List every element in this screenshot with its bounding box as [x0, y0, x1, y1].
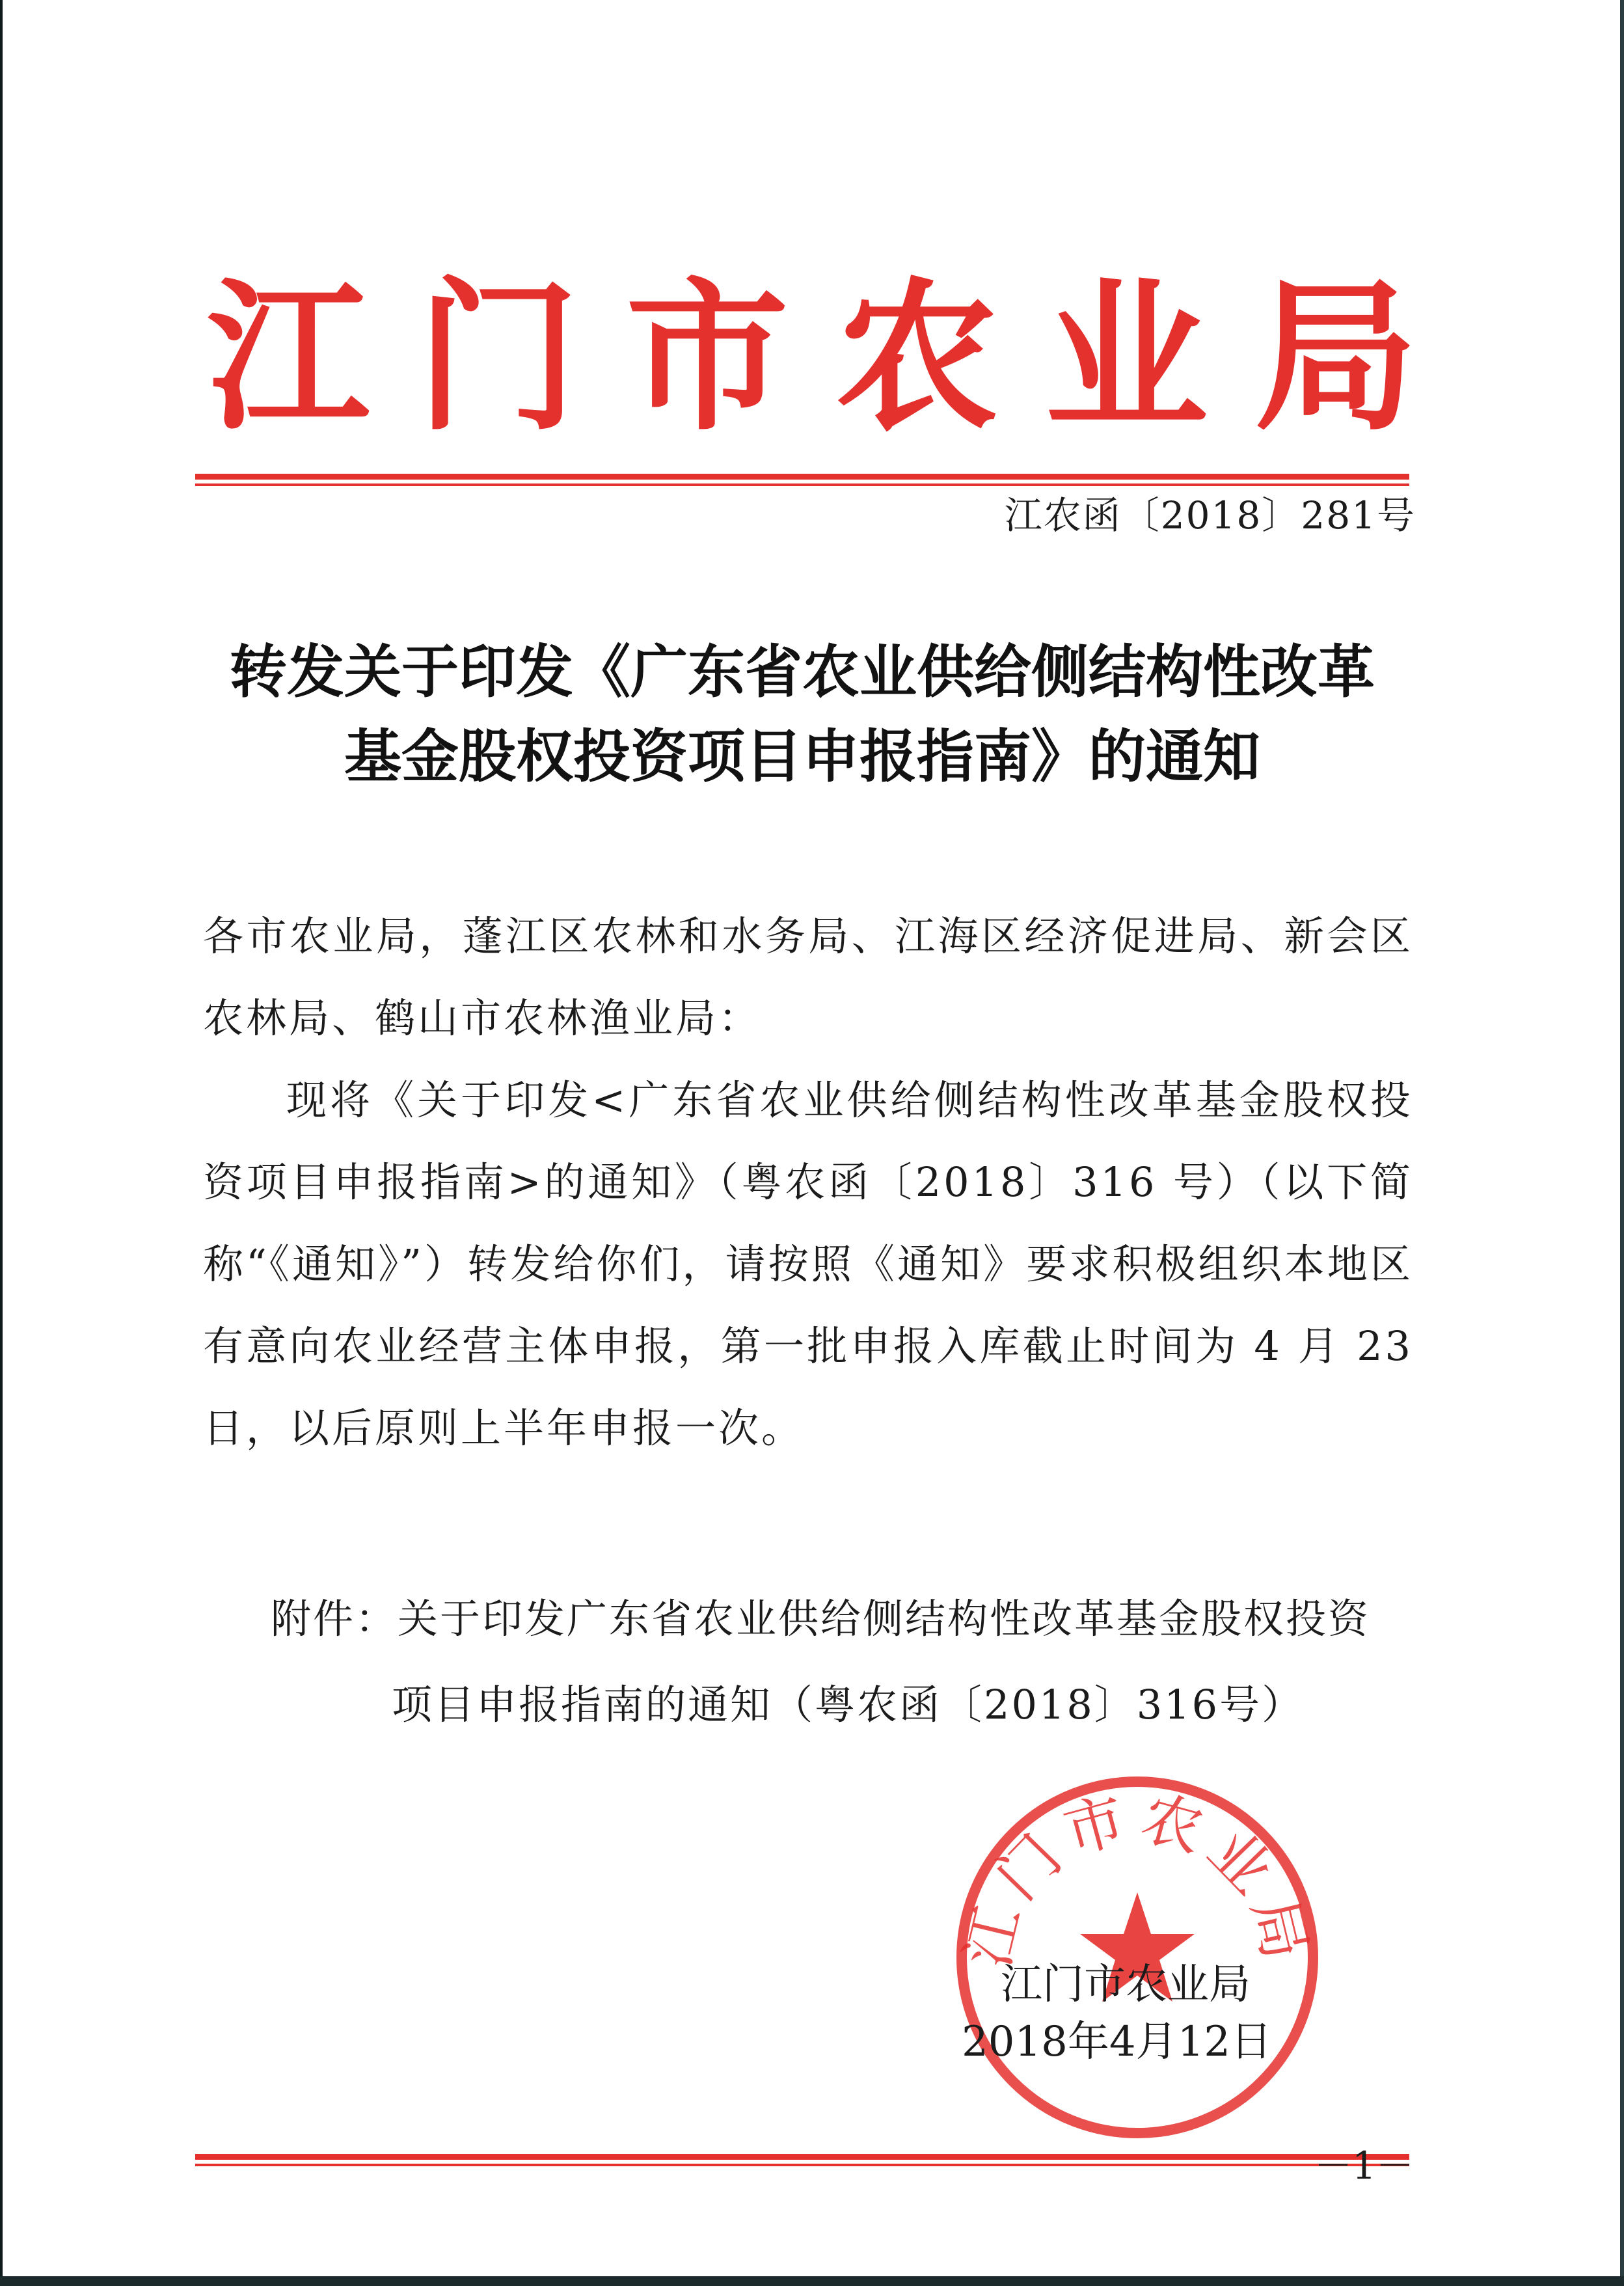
- title-line-2: 基金股权投资项目申报指南》的通知: [344, 723, 1260, 790]
- attachment-line-1: 附件：关于印发广东省农业供给侧结构性改革基金股权投资: [271, 1595, 1371, 1642]
- salutation: 各市农业局，蓬江区农林和水务局、江海区经济促进局、新会区农林局、鹤山市农林渔业局：: [203, 912, 1413, 1042]
- header-red-rule-thick: [195, 474, 1409, 480]
- page-number: －1－: [1314, 2143, 1414, 2188]
- scan-edge-bottom: [0, 2276, 1624, 2286]
- attachment-line-2: 项目申报指南的通知（粤农函〔2018〕316号）: [392, 1681, 1305, 1728]
- footer-red-rule-thin: [195, 2164, 1409, 2166]
- issuer-heading: 江门市农业局: [207, 263, 1464, 452]
- signature-organization: 江门市农业局: [1001, 1961, 1251, 2009]
- body-paragraph: 现将《关于印发<广东省农业供给侧结构性改革基金股权投资项目申报指南>的通知》（粤农函〔2018〕316 号）（以下简称“《通知》”）转发给你们，请按照《通知》要求积极组织本地区有意向农业经营主体申报，第一批申报入库截止时间为 4 月 23 日，以后原则上半年申报一次。: [203, 1076, 1413, 1452]
- footer-red-rule-thick: [195, 2154, 1409, 2160]
- signature-date: 2018年4月12日: [962, 2018, 1273, 2066]
- header-red-rule-thin: [195, 483, 1409, 486]
- seal-arc-text: 江门市农业局: [952, 1782, 1323, 1974]
- document-number: 江农函〔2018〕281号: [1004, 493, 1416, 537]
- title-line-1: 转发关于印发《广东省农业供给侧结构性改革: [229, 638, 1375, 705]
- attachment-note: [271, 1576, 1416, 1748]
- document-title: [195, 630, 1409, 799]
